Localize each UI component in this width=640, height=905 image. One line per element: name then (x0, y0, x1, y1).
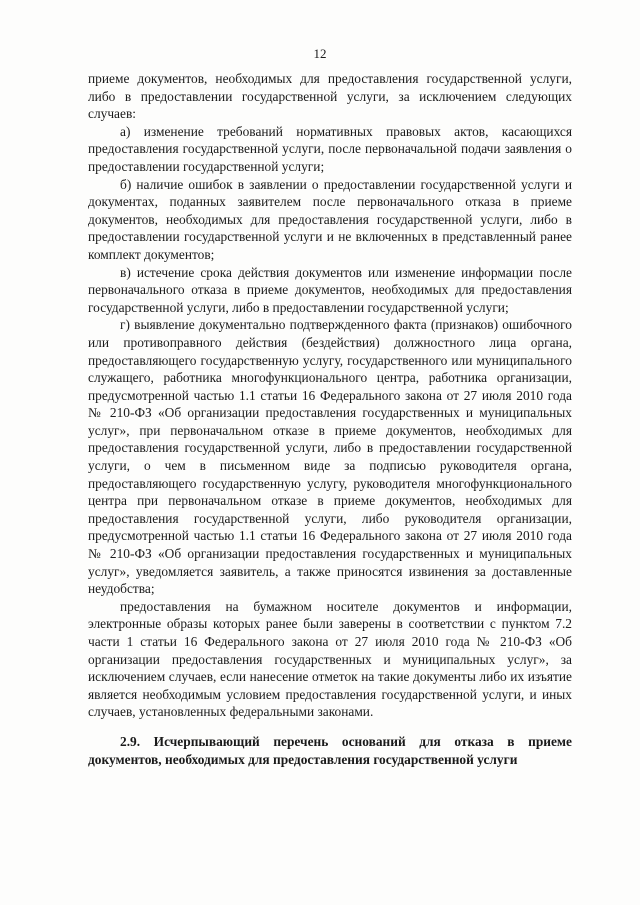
page-number: 12 (313, 46, 327, 61)
paragraph-item-b: б) наличие ошибок в заявлении о предоставлении государственной услуги и документах, поданных заявителем после первоначального отказа в приеме документов, необходимых для предоставления государственной услуги, либо в предоставлении государственной услуги и не включенных в представленный ранее комплект документов; (88, 176, 572, 262)
paragraph-item-g: г) выявление документально подтвержденного факта (признаков) ошибочного или противоправного действия (бездействия) должностного лица органа, предоставляющего государственную услугу, государственного или муниципального служащего, работника многофункционального центра, работника организации, предусмотренной частью 1.1 статьи 16 Федерального закона от 27 июля 2010 года № 210-ФЗ «Об организации предоставления государственных и муниципальных услуг», при первоначальном отказе в приеме документов, необходимых для предоставления государственной услуги, либо в предоставлении государственной услуги, о чем в письменном виде за подписью руководителя органа, предоставляющего государственную услугу, руководителя многофункционального центра при первоначальном отказе в приеме документов, необходимых для предоставления государственной услуги, либо руководителя организации, предусмотренной частью 1.1 статьи 16 Федерального закона от 27 июля 2010 года № 210-ФЗ «Об организации предоставления государственных и муниципальных услуг», уведомляется заявитель, а также приносятся извинения за доставленные неудобства; (88, 317, 572, 597)
paragraph-intro: приеме документов, необходимых для предоставления государственной услуги, либо в предоставлении государственной услуги, за исключением следующих случаев: (88, 71, 572, 122)
document-body (88, 70, 572, 768)
paragraph-item-v: в) истечение срока действия документов или изменение информации после первоначального отказа в приеме документов, необходимых для предоставления государственной услуги, либо в предоставлении государственной услуги; (88, 264, 572, 315)
paragraph-paper-documents: предоставления на бумажном носителе документов и информации, электронные образы которых ранее были заверены в соответствии с пунктом 7.2 части 1 статьи 16 Федерального закона от 27 июля 2010 года № 210-ФЗ «Об организации предоставления государственных и муниципальных услуг», за исключением случаев, если нанесение отметок на такие документы либо их изъятие является необходимым условием предоставления государственной услуги, и иных случаев, установленных федеральными законами. (88, 598, 572, 720)
paragraph-item-a: а) изменение требований нормативных правовых актов, касающихся предоставления государственной услуги, после первоначальной подачи заявления о предоставлении государственной услуги; (88, 123, 572, 174)
section-heading: 2.9. Исчерпывающий перечень оснований для отказа в приеме документов, необходимых для предоставления государственной услуги (88, 733, 572, 767)
